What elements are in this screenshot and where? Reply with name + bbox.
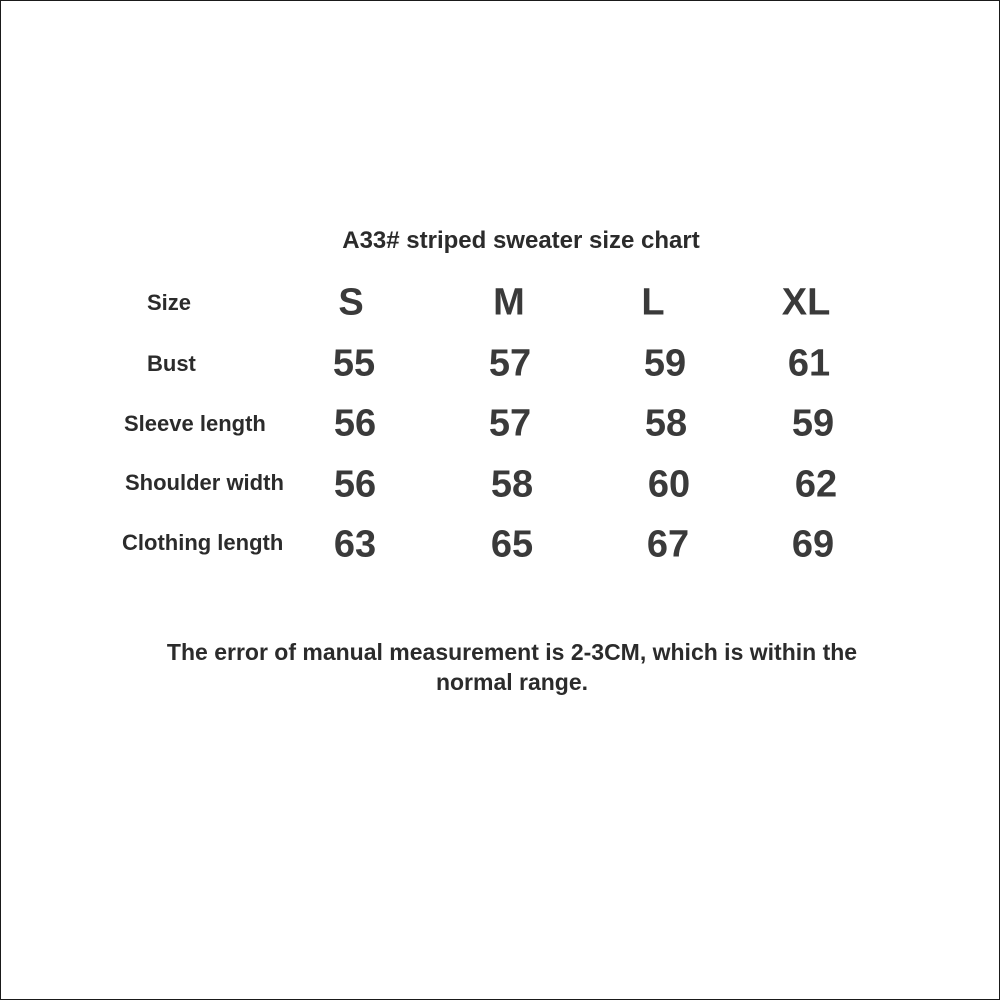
size-header-m: M (493, 281, 525, 324)
chart-title: A33# striped sweater size chart (342, 227, 700, 254)
header-label: Size (147, 290, 192, 315)
row-label-clothing-length: Clothing length (122, 530, 284, 555)
clothing-length-l: 67 (646, 523, 690, 566)
sleeve-length-xl: 59 (791, 402, 835, 445)
clothing-length-xl: 69 (791, 523, 835, 566)
row-label-sleeve-length: Sleeve length (124, 411, 266, 436)
shoulder-width-l: 60 (647, 463, 691, 506)
shoulder-width-m: 58 (490, 463, 534, 506)
sleeve-length-s: 56 (333, 402, 377, 445)
sleeve-length-l: 58 (644, 402, 688, 445)
bust-s: 55 (332, 342, 376, 385)
row-label-shoulder-width: Shoulder width (125, 470, 284, 495)
shoulder-width-xl: 62 (794, 463, 838, 506)
bust-m: 57 (488, 342, 532, 385)
measurement-note-line-1: The error of manual measurement is 2-3CM, which is within the (166, 639, 858, 665)
size-header-s: S (338, 281, 364, 324)
bust-xl: 61 (787, 342, 831, 385)
measurement-note-line-2: normal range. (435, 669, 589, 695)
size-header-l: L (641, 281, 665, 324)
size-table (1, 1, 1000, 1000)
row-label-bust: Bust (147, 351, 196, 376)
size-header-xl: XL (781, 281, 831, 324)
shoulder-width-s: 56 (333, 463, 377, 506)
bust-l: 59 (643, 342, 687, 385)
clothing-length-s: 63 (333, 523, 377, 566)
clothing-length-m: 65 (490, 523, 534, 566)
measurement-note (1, 637, 1000, 697)
sleeve-length-m: 57 (488, 402, 532, 445)
